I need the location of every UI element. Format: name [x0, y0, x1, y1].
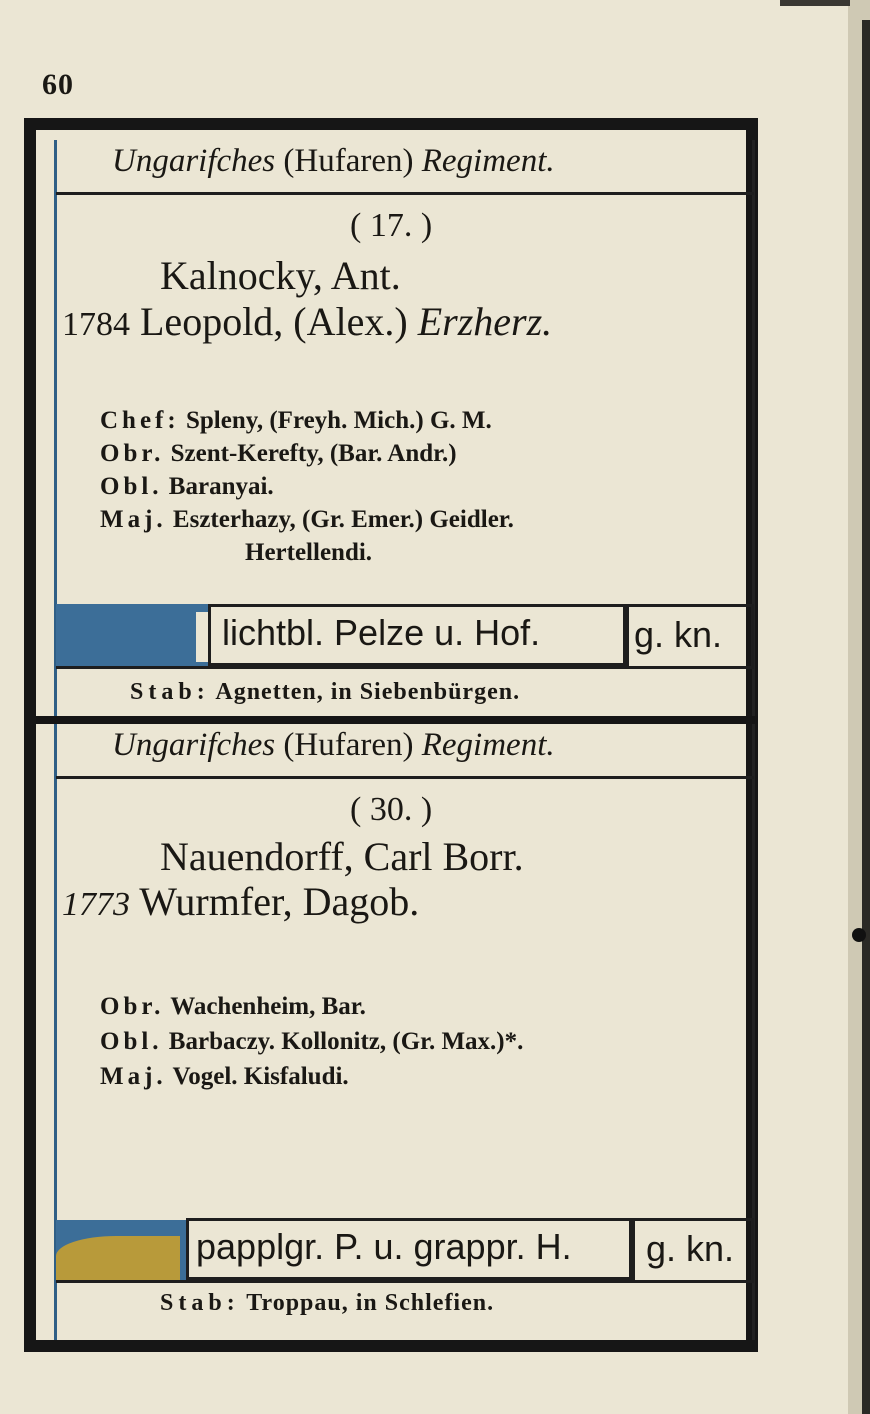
section-divider [36, 716, 758, 724]
uniform-description: papplgr. P. u. grappr. H. [196, 1226, 572, 1267]
uniform-description: lichtbl. Pelze u. Hof. [222, 612, 541, 653]
page-number: 60 [42, 68, 74, 101]
station-label: Stab: [160, 1290, 240, 1316]
regiment-number: ( 17. ) [350, 207, 433, 244]
rule [56, 776, 754, 779]
header-kind: Ungarifches [112, 727, 276, 763]
officer-names: Vogel. Kisfaludi. [172, 1063, 349, 1090]
proprietor-name: Kalnocky, Ant. [160, 253, 401, 298]
header-branch: (Hufaren) [283, 143, 414, 179]
rank: Obr. [100, 993, 165, 1020]
buttons-description: g. kn. [646, 1228, 735, 1269]
proprietor-name: Leopold, (Alex.) [140, 299, 408, 344]
proprietor-line [62, 298, 552, 345]
year: 1784 [62, 306, 130, 343]
rule [56, 192, 754, 195]
year: 1773 [62, 886, 130, 923]
officer-line [245, 536, 372, 569]
station-place: Troppau, in Schlefien. [246, 1290, 495, 1316]
regiment-header [112, 143, 555, 180]
officer-names: Wachenheim, Bar. [170, 993, 366, 1020]
uniform-color-swatch [56, 1236, 180, 1280]
officer-line [100, 1060, 349, 1093]
station-label: Stab: [130, 679, 210, 705]
header-kind: Ungarifches [112, 143, 276, 179]
officer-names: Eszterhazy, (Gr. Emer.) Geidler. [172, 506, 514, 533]
officer-line [100, 437, 457, 470]
header-branch: (Hufaren) [283, 727, 414, 763]
proprietor-line [62, 878, 419, 925]
title: Erzherz. [417, 299, 553, 344]
regiment-header [112, 727, 555, 764]
station-line [160, 1290, 494, 1317]
rank: Obl. [100, 473, 163, 500]
proprietor-name: Wurmfer, Dagob. [139, 879, 420, 924]
inner-rule-right [752, 140, 755, 1340]
officer-names: Hertellendi. [245, 539, 373, 566]
rank: Maj. [100, 1063, 167, 1090]
officer-line [100, 470, 274, 503]
header-word: Regiment. [421, 143, 555, 179]
officer-names: Barbaczy. Kollonitz, (Gr. Max.)*. [168, 1028, 524, 1055]
rank: Obr. [100, 440, 165, 467]
rule [56, 666, 754, 669]
officer-names: Baranyai. [168, 473, 274, 500]
station-place: Agnetten, in Siebenbürgen. [215, 679, 521, 705]
officer-line [100, 404, 492, 437]
rank: Chef: [100, 407, 180, 434]
page-edge-top [780, 0, 850, 6]
officer-names: Szent-Kerefty, (Bar. Andr.) [170, 440, 457, 467]
officer-names: Spleny, (Freyh. Mich.) G. M. [185, 407, 492, 434]
binding-shadow [862, 20, 870, 1414]
ink-mark [852, 928, 866, 942]
station-line [130, 679, 520, 706]
rule [56, 1280, 754, 1283]
buttons-description: g. kn. [634, 614, 723, 655]
officer-line [100, 503, 514, 536]
rank: Maj. [100, 506, 167, 533]
header-word: Regiment. [421, 727, 555, 763]
regiment-number: ( 30. ) [350, 791, 433, 828]
proprietor-name: Nauendorff, Carl Borr. [160, 834, 524, 879]
officer-line [100, 990, 366, 1023]
officer-line [100, 1025, 523, 1058]
rank: Obl. [100, 1028, 163, 1055]
inner-rule-left [54, 140, 57, 1340]
